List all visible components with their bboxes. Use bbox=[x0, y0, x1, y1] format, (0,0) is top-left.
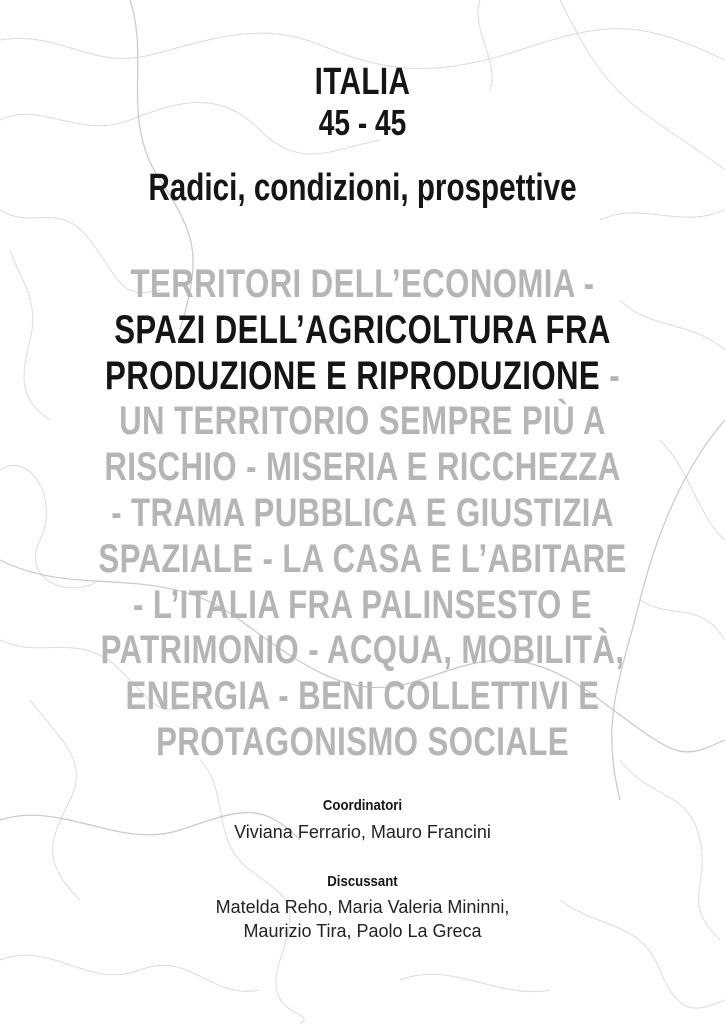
discussants-names bbox=[0, 895, 725, 943]
subtitle: Radici, condizioni, prospettive bbox=[148, 167, 577, 209]
topic-line: UN TERRITORIO SEMPRE PIÙ A bbox=[119, 399, 606, 444]
topic-line: TERRITORI DELL’ECONOMIA - bbox=[130, 262, 595, 306]
topic-line: ENERGIA - BENI COLLETTIVI E bbox=[125, 674, 600, 719]
highlighted-topic-line: SPAZI DELL’AGRICOLTURA FRA bbox=[114, 307, 611, 352]
highlighted-topic-text: PRODUZIONE E RIPRODUZIONE bbox=[105, 353, 601, 398]
topic-line: PROTAGONISMO SOCIALE bbox=[156, 719, 569, 764]
coordinators-names: Viviana Ferrario, Mauro Francini bbox=[234, 822, 491, 842]
coordinators-label: Coordinatori bbox=[322, 797, 403, 814]
topic-line: PATRIMONIO - ACQUA, MOBILITÀ, bbox=[100, 628, 625, 673]
topic-line: - L’ITALIA FRA PALINSESTO E bbox=[133, 582, 592, 627]
topics-list bbox=[80, 262, 646, 766]
discussants-names-line: Matelda Reho, Maria Valeria Mininni, bbox=[215, 897, 510, 917]
topic-line-mixed bbox=[80, 354, 646, 400]
years-label: 45 - 45 bbox=[318, 102, 407, 143]
topic-separator: - bbox=[600, 353, 620, 398]
discussants-names-line: Maurizio Tira, Paolo La Greca bbox=[243, 921, 482, 941]
topic-line: - TRAMA PUBBLICA E GIUSTIZIA bbox=[111, 490, 614, 535]
discussants-label: Discussant bbox=[327, 873, 398, 890]
series-title: ITALIA bbox=[314, 61, 411, 103]
topic-line: SPAZIALE - LA CASA E L’ABITARE bbox=[98, 536, 627, 581]
topic-line: RISCHIO - MISERIA E RICCHEZZA bbox=[104, 445, 621, 490]
